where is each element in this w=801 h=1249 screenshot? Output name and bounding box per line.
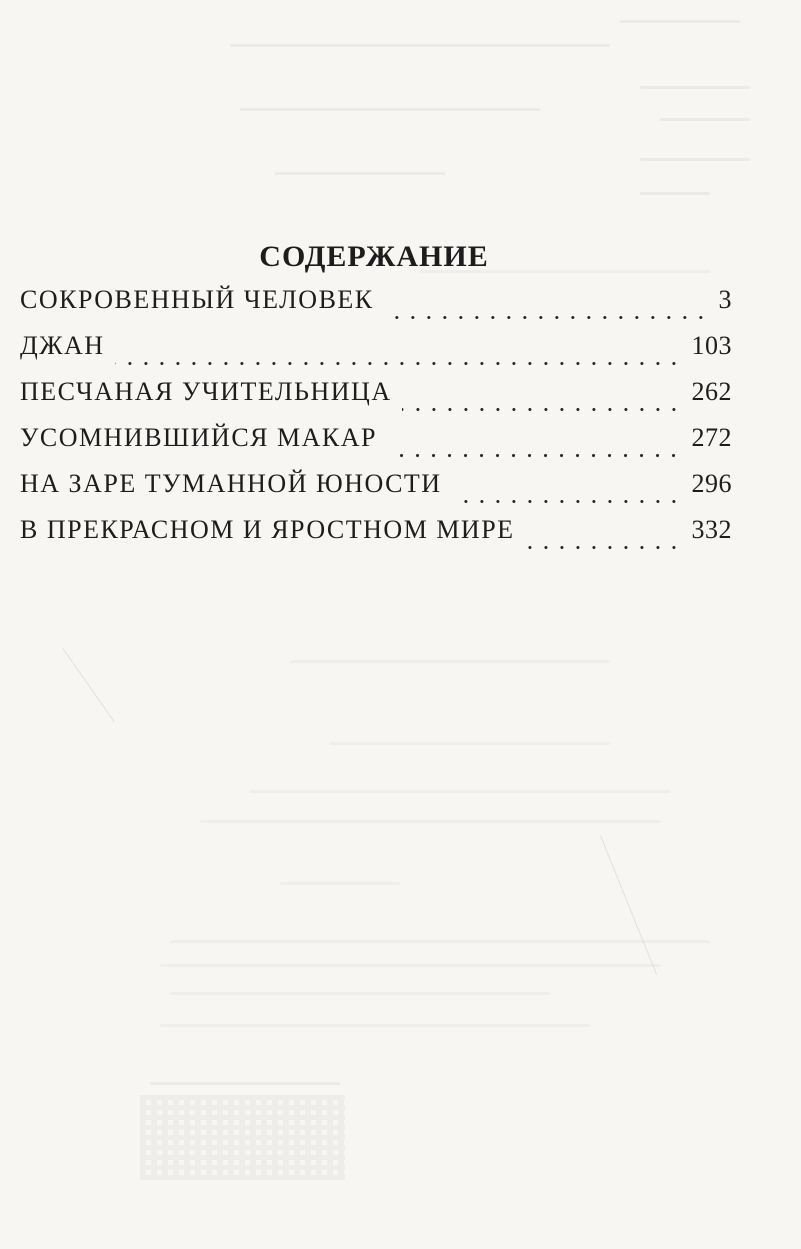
dot-leader bbox=[402, 408, 682, 411]
toc-entry-page: 272 bbox=[691, 423, 732, 452]
toc-entry-title: В ПРЕКРАСНОМ И ЯРОСТНОМ МИРЕ bbox=[20, 515, 515, 544]
toc-entry-title: ПЕСЧАНАЯ УЧИТЕЛЬНИЦА bbox=[20, 377, 392, 406]
dot-leader bbox=[387, 454, 682, 457]
dot-leader bbox=[384, 316, 709, 319]
toc-entry-page: 103 bbox=[691, 331, 732, 360]
toc-entry[interactable] bbox=[20, 515, 732, 561]
toc-entry[interactable] bbox=[20, 377, 732, 423]
dot-leader bbox=[525, 546, 682, 549]
toc-entry[interactable] bbox=[20, 423, 732, 469]
toc-entry-title: СОКРОВЕННЫЙ ЧЕЛОВЕК bbox=[20, 285, 374, 314]
toc-entry-page: 296 bbox=[691, 469, 732, 498]
toc-entry-title: УСОМНИВШИЙСЯ МАКАР bbox=[20, 423, 377, 452]
toc-entry-page: 262 bbox=[691, 377, 732, 406]
toc-entry[interactable] bbox=[20, 469, 732, 515]
toc-entry-page: 3 bbox=[718, 285, 732, 314]
table-of-contents bbox=[20, 285, 732, 561]
toc-entry-title: ДЖАН bbox=[20, 331, 105, 360]
toc-entry-page: 332 bbox=[691, 515, 732, 544]
dot-leader bbox=[452, 500, 682, 503]
toc-entry[interactable] bbox=[20, 331, 732, 377]
dot-leader bbox=[115, 362, 682, 365]
contents-heading: СОДЕРЖАНИЕ bbox=[259, 240, 489, 274]
toc-entry-title: НА ЗАРЕ ТУМАННОЙ ЮНОСТИ bbox=[20, 469, 442, 498]
toc-entry[interactable] bbox=[20, 285, 732, 331]
